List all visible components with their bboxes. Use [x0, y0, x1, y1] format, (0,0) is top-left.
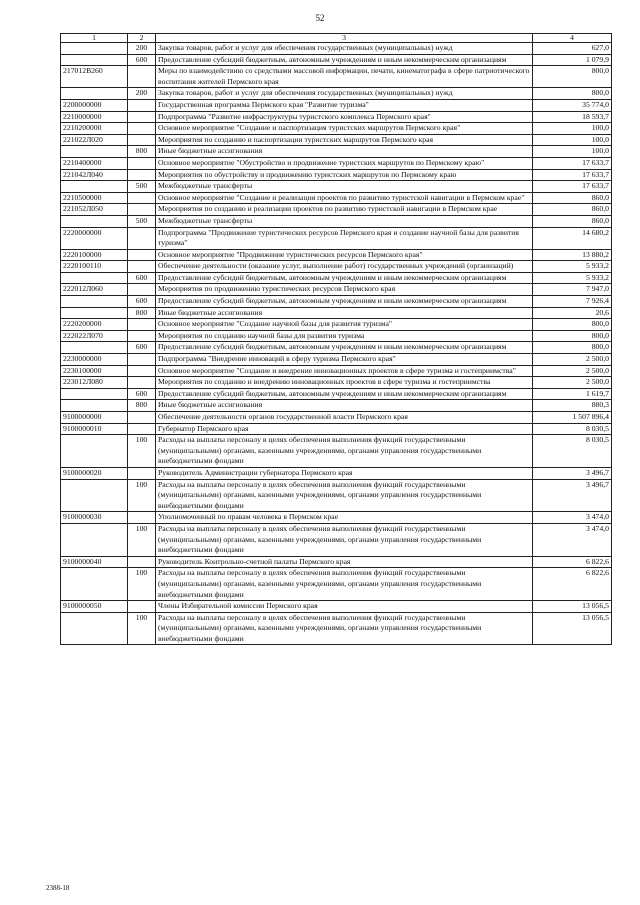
- expense-type-cell: 600: [128, 342, 156, 354]
- header-row: [61, 34, 612, 43]
- expense-type-cell: 800: [128, 146, 156, 158]
- description-cell: Расходы на выплаты персоналу в целях обеспечения выполнения функций государственными (муниципальными) органами, казенными учреждениями, органами управления государственными внебюджетными фондами: [156, 435, 533, 468]
- code-cell: 9100000050: [61, 601, 128, 613]
- table-row: [61, 412, 612, 424]
- code-cell: [61, 400, 128, 412]
- code-cell: 9100000020: [61, 467, 128, 479]
- code-cell: [61, 296, 128, 308]
- expense-type-cell: [128, 330, 156, 342]
- code-cell: 217012B260: [61, 66, 128, 88]
- description-cell: Мероприятия по созданию и реализации проектов по развитию туристской навигации в Пермском крае: [156, 204, 533, 216]
- expense-type-cell: [128, 377, 156, 389]
- code-cell: [61, 181, 128, 193]
- amount-cell: 7 926,4: [533, 296, 612, 308]
- amount-cell: 5 933,2: [533, 272, 612, 284]
- amount-cell: 3 496,7: [533, 467, 612, 479]
- header-cell-amount: 4: [533, 34, 612, 43]
- code-cell: 221052Л050: [61, 204, 128, 216]
- code-cell: [61, 612, 128, 645]
- amount-cell: 8 030,5: [533, 435, 612, 468]
- description-cell: Закупка товаров, работ и услуг для обеспечения государственных (муниципальных) нужд: [156, 88, 533, 100]
- description-cell: Основное мероприятие "Создание и внедрение инновационных проектов в сфере туризма и гостеприимства": [156, 365, 533, 377]
- expense-type-cell: [128, 319, 156, 331]
- table-row: [61, 319, 612, 331]
- description-cell: Губернатор Пермского края: [156, 423, 533, 435]
- amount-cell: 800,0: [533, 66, 612, 88]
- description-cell: Расходы на выплаты персоналу в целях обеспечения выполнения функций государственными (муниципальными) органами, казенными учреждениями, органами управления государственными внебюджетными фондами: [156, 479, 533, 512]
- amount-cell: 14 680,2: [533, 227, 612, 249]
- code-cell: 2210000000: [61, 111, 128, 123]
- table-row: [61, 354, 612, 366]
- description-cell: Мероприятия по созданию и паспортизации туристских маршрутов Пермского края: [156, 134, 533, 146]
- amount-cell: 6 822,6: [533, 568, 612, 601]
- description-cell: Руководитель Контрольно-счетной палаты Пермского края: [156, 556, 533, 568]
- table-row: [61, 227, 612, 249]
- table-row: [61, 261, 612, 273]
- expense-type-cell: 600: [128, 296, 156, 308]
- expense-type-cell: 600: [128, 272, 156, 284]
- expense-type-cell: [128, 192, 156, 204]
- code-cell: 2220100110: [61, 261, 128, 273]
- code-cell: 2210500000: [61, 192, 128, 204]
- amount-cell: 3 496,7: [533, 479, 612, 512]
- table-row: [61, 99, 612, 111]
- code-cell: 2230100000: [61, 365, 128, 377]
- description-cell: Мероприятия по продвижению туристических ресурсов Пермского края: [156, 284, 533, 296]
- expense-type-cell: 800: [128, 400, 156, 412]
- description-cell: Государственная программа Пермского края "Развитие туризма": [156, 99, 533, 111]
- code-cell: [61, 43, 128, 55]
- table-row: [61, 296, 612, 308]
- expense-type-cell: 100: [128, 479, 156, 512]
- expense-type-cell: 200: [128, 43, 156, 55]
- expense-type-cell: [128, 134, 156, 146]
- amount-cell: 800,0: [533, 319, 612, 331]
- code-cell: 2220100000: [61, 249, 128, 261]
- code-cell: [61, 479, 128, 512]
- amount-cell: 2 500,0: [533, 377, 612, 389]
- amount-cell: 18 593,7: [533, 111, 612, 123]
- expense-type-cell: [128, 249, 156, 261]
- description-cell: Основное мероприятие "Создание и паспортизация туристских маршрутов Пермского края": [156, 123, 533, 135]
- header-cell-code: 1: [61, 34, 128, 43]
- table-row: [61, 307, 612, 319]
- expense-type-cell: [128, 354, 156, 366]
- code-cell: [61, 435, 128, 468]
- table-row: [61, 54, 612, 66]
- expense-type-cell: [128, 66, 156, 88]
- code-cell: 2210400000: [61, 157, 128, 169]
- amount-cell: 35 774,0: [533, 99, 612, 111]
- amount-cell: 20,6: [533, 307, 612, 319]
- amount-cell: 627,0: [533, 43, 612, 55]
- description-cell: Члены Избирательной комиссии Пермского края: [156, 601, 533, 613]
- description-cell: Расходы на выплаты персоналу в целях обеспечения выполнения функций государственными (муниципальными) органами, казенными учреждениями, органами управления государственными внебюджетными фондами: [156, 568, 533, 601]
- amount-cell: 100,0: [533, 146, 612, 158]
- table-row: [61, 377, 612, 389]
- description-cell: Расходы на выплаты персоналу в целях обеспечения выполнения функций государственными (муниципальными) органами, казенными учреждениями, органами управления государственными внебюджетными фондами: [156, 612, 533, 645]
- description-cell: Мероприятия по обустройству и продвижению туристских маршрутов по Пермскому краю: [156, 169, 533, 181]
- expense-type-cell: [128, 261, 156, 273]
- table-row: [61, 134, 612, 146]
- expense-type-cell: [128, 412, 156, 424]
- table-row: [61, 157, 612, 169]
- table-row: [61, 66, 612, 88]
- code-cell: 9100000010: [61, 423, 128, 435]
- amount-cell: 13 880,2: [533, 249, 612, 261]
- table-row: [61, 192, 612, 204]
- description-cell: Предоставление субсидий бюджетным, автономным учреждениям и иным некоммерческим организациям: [156, 54, 533, 66]
- description-cell: Мероприятия по созданию и внедрению инновационных проектов в сфере туризма и гостеприимства: [156, 377, 533, 389]
- code-cell: 2220200000: [61, 319, 128, 331]
- table-row: [61, 556, 612, 568]
- description-cell: Меры по взаимодействию со средствами массовой информации, печати, кинематографа в сфере патриотического воспитания жителей Пермского края: [156, 66, 533, 88]
- description-cell: Основное мероприятие "Создание научной базы для развития туризма": [156, 319, 533, 331]
- amount-cell: 1 079,9: [533, 54, 612, 66]
- description-cell: Иные бюджетные ассигнования: [156, 146, 533, 158]
- table-row: [61, 568, 612, 601]
- code-cell: 223012Л080: [61, 377, 128, 389]
- description-cell: Подпрограмма "Внедрение инноваций в сферу туризма Пермского края": [156, 354, 533, 366]
- header-cell-name: 3: [156, 34, 533, 43]
- code-cell: [61, 272, 128, 284]
- description-cell: Подпрограмма "Продвижение туристических ресурсов Пермского края и создание научной базы для развития туризма": [156, 227, 533, 249]
- amount-cell: 800,0: [533, 342, 612, 354]
- amount-cell: 7 947,0: [533, 284, 612, 296]
- code-cell: 2210200000: [61, 123, 128, 135]
- expense-type-cell: [128, 601, 156, 613]
- code-cell: [61, 388, 128, 400]
- description-cell: Предоставление субсидий бюджетным, автономным учреждениям и иным некоммерческим организациям: [156, 272, 533, 284]
- expense-type-cell: [128, 169, 156, 181]
- table-row: [61, 284, 612, 296]
- amount-cell: 100,0: [533, 134, 612, 146]
- expense-type-cell: 100: [128, 435, 156, 468]
- amount-cell: 1 619,7: [533, 388, 612, 400]
- amount-cell: 880,3: [533, 400, 612, 412]
- amount-cell: 860,0: [533, 215, 612, 227]
- expense-type-cell: [128, 284, 156, 296]
- description-cell: Обеспечение деятельности (оказание услуг, выполнение работ) государственных учреждений (организаций): [156, 261, 533, 273]
- amount-cell: 3 474,0: [533, 523, 612, 556]
- description-cell: Иные бюджетные ассигнования: [156, 400, 533, 412]
- table-row: [61, 400, 612, 412]
- description-cell: Руководитель Администрации губернатора Пермского края: [156, 467, 533, 479]
- table-row: [61, 111, 612, 123]
- code-cell: [61, 523, 128, 556]
- code-cell: 9100000040: [61, 556, 128, 568]
- expense-type-cell: 200: [128, 88, 156, 100]
- table-row: [61, 435, 612, 468]
- description-cell: Межбюджетные трансферты: [156, 181, 533, 193]
- description-cell: Основное мероприятие "Продвижение туристических ресурсов Пермского края": [156, 249, 533, 261]
- code-cell: 221022Л020: [61, 134, 128, 146]
- description-cell: Закупка товаров, работ и услуг для обеспечения государственных (муниципальных) нужд: [156, 43, 533, 55]
- document-id: 2388-18: [46, 884, 70, 892]
- expense-type-cell: 100: [128, 568, 156, 601]
- code-cell: [61, 54, 128, 66]
- description-cell: Основное мероприятие "Обустройство и продвижение туристских маршрутов по Пермскому краю": [156, 157, 533, 169]
- code-cell: 221042Л040: [61, 169, 128, 181]
- code-cell: [61, 568, 128, 601]
- expense-type-cell: 100: [128, 612, 156, 645]
- expense-type-cell: [128, 512, 156, 524]
- description-cell: Мероприятия по созданию научной базы для развития туризма: [156, 330, 533, 342]
- expense-type-cell: 600: [128, 54, 156, 66]
- code-cell: [61, 146, 128, 158]
- amount-cell: 8 030,5: [533, 423, 612, 435]
- table-row: [61, 123, 612, 135]
- expense-type-cell: 500: [128, 181, 156, 193]
- table-row: [61, 204, 612, 216]
- code-cell: [61, 88, 128, 100]
- expense-type-cell: [128, 467, 156, 479]
- amount-cell: 13 056,5: [533, 601, 612, 613]
- expense-type-cell: 800: [128, 307, 156, 319]
- amount-cell: 1 507 896,4: [533, 412, 612, 424]
- table-row: [61, 479, 612, 512]
- table-row: [61, 146, 612, 158]
- expense-type-cell: [128, 227, 156, 249]
- amount-cell: 100,0: [533, 123, 612, 135]
- table-row: [61, 467, 612, 479]
- table-row: [61, 181, 612, 193]
- description-cell: Иные бюджетные ассигнования: [156, 307, 533, 319]
- table-row: [61, 365, 612, 377]
- amount-cell: 800,0: [533, 330, 612, 342]
- table-row: [61, 330, 612, 342]
- expense-type-cell: [128, 99, 156, 111]
- table-row: [61, 88, 612, 100]
- code-cell: [61, 307, 128, 319]
- expense-type-cell: [128, 111, 156, 123]
- table-row: [61, 272, 612, 284]
- amount-cell: 800,0: [533, 88, 612, 100]
- amount-cell: 860,0: [533, 204, 612, 216]
- description-cell: Расходы на выплаты персоналу в целях обеспечения выполнения функций государственными (муниципальными) органами, казенными учреждениями, органами управления государственными внебюджетными фондами: [156, 523, 533, 556]
- amount-cell: 6 822,6: [533, 556, 612, 568]
- table-row: [61, 43, 612, 55]
- code-cell: [61, 215, 128, 227]
- amount-cell: 17 633,7: [533, 169, 612, 181]
- table-row: [61, 342, 612, 354]
- amount-cell: 13 056,5: [533, 612, 612, 645]
- amount-cell: 2 500,0: [533, 354, 612, 366]
- amount-cell: 17 633,7: [533, 181, 612, 193]
- description-cell: Подпрограмма "Развитие инфраструктуры туристского комплекса Пермского края": [156, 111, 533, 123]
- code-cell: 9100000000: [61, 412, 128, 424]
- header-cell-type: 2: [128, 34, 156, 43]
- expense-type-cell: [128, 365, 156, 377]
- table-row: [61, 249, 612, 261]
- table-row: [61, 512, 612, 524]
- amount-cell: 5 933,2: [533, 261, 612, 273]
- expense-type-cell: 600: [128, 388, 156, 400]
- table-row: [61, 523, 612, 556]
- table-row: [61, 612, 612, 645]
- table-row: [61, 169, 612, 181]
- code-cell: 9100000030: [61, 512, 128, 524]
- amount-cell: 860,0: [533, 192, 612, 204]
- expense-type-cell: 500: [128, 215, 156, 227]
- description-cell: Предоставление субсидий бюджетным, автономным учреждениям и иным некоммерческим организациям: [156, 296, 533, 308]
- description-cell: Предоставление субсидий бюджетным, автономным учреждениям и иным некоммерческим организациям: [156, 342, 533, 354]
- expense-type-cell: [128, 423, 156, 435]
- code-cell: 2220000000: [61, 227, 128, 249]
- budget-table: [60, 33, 612, 645]
- amount-cell: 3 474,0: [533, 512, 612, 524]
- description-cell: Основное мероприятие "Создание и реализация проектов по развитию туристской навигации в Пермском крае": [156, 192, 533, 204]
- table-row: [61, 423, 612, 435]
- description-cell: Предоставление субсидий бюджетным, автономным учреждениям и иным некоммерческим организациям: [156, 388, 533, 400]
- table-row: [61, 601, 612, 613]
- code-cell: 222022Л070: [61, 330, 128, 342]
- expense-type-cell: [128, 123, 156, 135]
- code-cell: 2200000000: [61, 99, 128, 111]
- expense-type-cell: 100: [128, 523, 156, 556]
- code-cell: 2230000000: [61, 354, 128, 366]
- amount-cell: 17 633,7: [533, 157, 612, 169]
- code-cell: [61, 342, 128, 354]
- description-cell: Уполномоченный по правам человека в Пермском крае: [156, 512, 533, 524]
- description-cell: Обеспечение деятельности органов государственной власти Пермского края: [156, 412, 533, 424]
- table-row: [61, 215, 612, 227]
- table-row: [61, 388, 612, 400]
- expense-type-cell: [128, 157, 156, 169]
- description-cell: Межбюджетные трансферты: [156, 215, 533, 227]
- code-cell: 222012Л060: [61, 284, 128, 296]
- page-number: 52: [315, 13, 325, 23]
- amount-cell: 2 500,0: [533, 365, 612, 377]
- expense-type-cell: [128, 204, 156, 216]
- expense-type-cell: [128, 556, 156, 568]
